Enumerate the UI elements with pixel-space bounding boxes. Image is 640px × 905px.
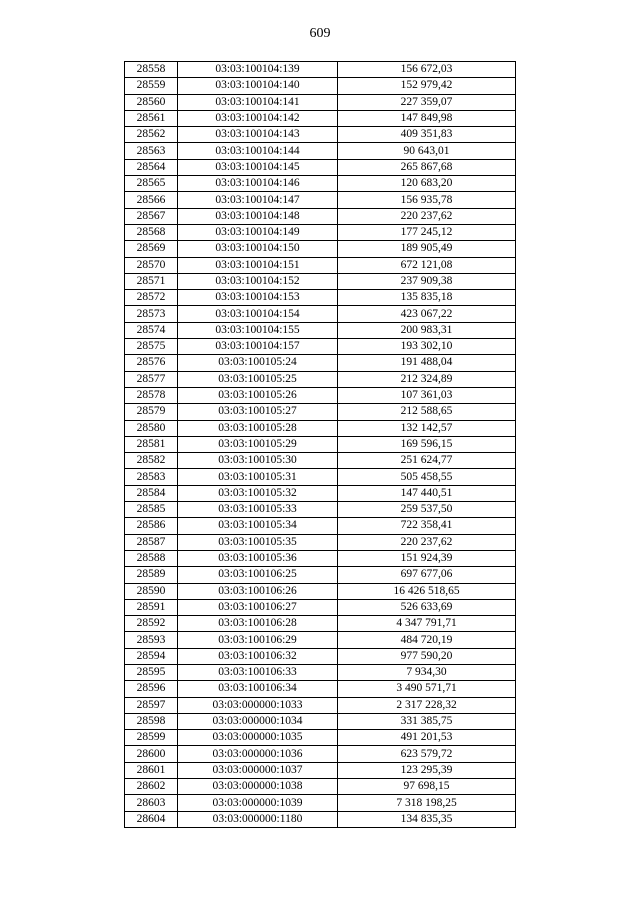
cadastral-value-cell: 722 358,41 [338,518,516,534]
row-number-cell: 28558 [125,62,178,78]
row-number-cell: 28578 [125,387,178,403]
cadastral-value-cell: 147 440,51 [338,485,516,501]
table-row [125,779,516,795]
row-number-cell: 28596 [125,681,178,697]
cadastral-number-cell: 03:03:100104:151 [178,257,338,273]
row-number-cell: 28568 [125,224,178,240]
cadastral-number-cell: 03:03:100105:30 [178,453,338,469]
cadastral-number-cell: 03:03:100104:139 [178,62,338,78]
cadastral-number-cell: 03:03:100105:24 [178,355,338,371]
table-row [125,583,516,599]
cadastral-value-cell: 16 426 518,65 [338,583,516,599]
cadastral-number-cell: 03:03:000000:1038 [178,779,338,795]
table-row [125,306,516,322]
row-number-cell: 28564 [125,159,178,175]
cadastral-value-cell: 135 835,18 [338,290,516,306]
row-number-cell: 28559 [125,78,178,94]
cadastral-value-cell: 977 590,20 [338,648,516,664]
table-row [125,795,516,811]
cadastral-value-cell: 191 488,04 [338,355,516,371]
cadastral-value-cell: 177 245,12 [338,224,516,240]
cadastral-value-cell: 2 317 228,32 [338,697,516,713]
row-number-cell: 28561 [125,110,178,126]
row-number-cell: 28595 [125,664,178,680]
cadastral-number-cell: 03:03:100106:29 [178,632,338,648]
table-row [125,648,516,664]
table-row [125,355,516,371]
row-number-cell: 28565 [125,176,178,192]
row-number-cell: 28577 [125,371,178,387]
row-number-cell: 28574 [125,322,178,338]
table-row [125,110,516,126]
table-row [125,616,516,632]
cadastral-value-cell: 147 849,98 [338,110,516,126]
table-row [125,143,516,159]
table-row [125,713,516,729]
table-row [125,453,516,469]
row-number-cell: 28586 [125,518,178,534]
cadastral-value-cell: 526 633,69 [338,599,516,615]
table-row [125,550,516,566]
cadastral-value-cell: 107 361,03 [338,387,516,403]
cadastral-number-cell: 03:03:100104:147 [178,192,338,208]
row-number-cell: 28594 [125,648,178,664]
table-row [125,159,516,175]
table-row [125,599,516,615]
cadastral-number-cell: 03:03:000000:1039 [178,795,338,811]
row-number-cell: 28601 [125,762,178,778]
row-number-cell: 28589 [125,567,178,583]
table-row [125,192,516,208]
cadastral-number-cell: 03:03:100105:27 [178,404,338,420]
row-number-cell: 28567 [125,208,178,224]
cadastral-number-cell: 03:03:100105:29 [178,436,338,452]
cadastral-value-cell: 227 359,07 [338,94,516,110]
row-number-cell: 28562 [125,127,178,143]
table-row [125,485,516,501]
cadastral-value-cell: 251 624,77 [338,453,516,469]
row-number-cell: 28572 [125,290,178,306]
table-row [125,290,516,306]
table-body [125,62,516,828]
cadastral-number-cell: 03:03:100105:28 [178,420,338,436]
table-row [125,78,516,94]
row-number-cell: 28566 [125,192,178,208]
table-row [125,518,516,534]
table-row [125,632,516,648]
cadastral-number-cell: 03:03:100104:145 [178,159,338,175]
cadastral-value-cell: 193 302,10 [338,339,516,355]
cadastral-value-cell: 212 588,65 [338,404,516,420]
row-number-cell: 28588 [125,550,178,566]
cadastral-number-cell: 03:03:100104:144 [178,143,338,159]
cadastral-number-cell: 03:03:100104:153 [178,290,338,306]
cadastral-value-cell: 220 237,62 [338,208,516,224]
cadastral-value-cell: 697 677,06 [338,567,516,583]
cadastral-value-cell: 237 909,38 [338,273,516,289]
row-number-cell: 28591 [125,599,178,615]
cadastral-number-cell: 03:03:100106:33 [178,664,338,680]
row-number-cell: 28597 [125,697,178,713]
row-number-cell: 28569 [125,241,178,257]
table-row [125,469,516,485]
cadastral-number-cell: 03:03:100104:142 [178,110,338,126]
table-row [125,762,516,778]
row-number-cell: 28583 [125,469,178,485]
cadastral-value-cell: 259 537,50 [338,502,516,518]
cadastral-number-cell: 03:03:100104:155 [178,322,338,338]
cadastral-number-cell: 03:03:100104:157 [178,339,338,355]
table-row [125,176,516,192]
row-number-cell: 28598 [125,713,178,729]
cadastral-value-cell: 491 201,53 [338,730,516,746]
row-number-cell: 28593 [125,632,178,648]
table-row [125,681,516,697]
cadastral-number-cell: 03:03:100106:34 [178,681,338,697]
cadastral-value-cell: 505 458,55 [338,469,516,485]
cadastral-number-cell: 03:03:100104:154 [178,306,338,322]
cadastral-value-cell: 484 720,19 [338,632,516,648]
row-number-cell: 28571 [125,273,178,289]
cadastral-number-cell: 03:03:100105:25 [178,371,338,387]
cadastral-value-table [124,61,516,828]
table-row [125,339,516,355]
table-row [125,273,516,289]
table-row [125,371,516,387]
row-number-cell: 28579 [125,404,178,420]
row-number-cell: 28604 [125,811,178,827]
cadastral-number-cell: 03:03:100104:149 [178,224,338,240]
table-row [125,502,516,518]
cadastral-value-cell: 423 067,22 [338,306,516,322]
cadastral-number-cell: 03:03:000000:1035 [178,730,338,746]
cadastral-number-cell: 03:03:100104:150 [178,241,338,257]
table-row [125,420,516,436]
row-number-cell: 28587 [125,534,178,550]
cadastral-value-cell: 132 142,57 [338,420,516,436]
table-row [125,730,516,746]
cadastral-value-cell: 200 983,31 [338,322,516,338]
table-row [125,94,516,110]
cadastral-number-cell: 03:03:100104:146 [178,176,338,192]
row-number-cell: 28573 [125,306,178,322]
cadastral-value-cell: 7 318 198,25 [338,795,516,811]
cadastral-value-cell: 3 490 571,71 [338,681,516,697]
table-row [125,534,516,550]
table-row [125,387,516,403]
row-number-cell: 28600 [125,746,178,762]
table-row [125,811,516,827]
table-row [125,257,516,273]
cadastral-value-cell: 409 351,83 [338,127,516,143]
cadastral-number-cell: 03:03:100105:26 [178,387,338,403]
row-number-cell: 28599 [125,730,178,746]
cadastral-value-cell: 623 579,72 [338,746,516,762]
table-row [125,697,516,713]
row-number-cell: 28590 [125,583,178,599]
cadastral-value-cell: 265 867,68 [338,159,516,175]
cadastral-value-cell: 151 924,39 [338,550,516,566]
cadastral-value-cell: 90 643,01 [338,143,516,159]
cadastral-number-cell: 03:03:000000:1033 [178,697,338,713]
row-number-cell: 28602 [125,779,178,795]
cadastral-number-cell: 03:03:000000:1036 [178,746,338,762]
row-number-cell: 28570 [125,257,178,273]
cadastral-number-cell: 03:03:100104:152 [178,273,338,289]
page-number: 609 [309,26,331,41]
row-number-cell: 28592 [125,616,178,632]
cadastral-number-cell: 03:03:100105:35 [178,534,338,550]
cadastral-value-cell: 152 979,42 [338,78,516,94]
cadastral-value-cell: 331 385,75 [338,713,516,729]
cadastral-number-cell: 03:03:000000:1180 [178,811,338,827]
table-row [125,62,516,78]
cadastral-value-cell: 97 698,15 [338,779,516,795]
cadastral-value-cell: 169 596,15 [338,436,516,452]
row-number-cell: 28580 [125,420,178,436]
cadastral-value-cell: 189 905,49 [338,241,516,257]
cadastral-number-cell: 03:03:000000:1037 [178,762,338,778]
row-number-cell: 28581 [125,436,178,452]
cadastral-value-cell: 212 324,89 [338,371,516,387]
cadastral-number-cell: 03:03:100106:25 [178,567,338,583]
cadastral-value-cell: 672 121,08 [338,257,516,273]
cadastral-number-cell: 03:03:100104:140 [178,78,338,94]
cadastral-value-cell: 156 672,03 [338,62,516,78]
cadastral-number-cell: 03:03:100106:27 [178,599,338,615]
cadastral-value-cell: 123 295,39 [338,762,516,778]
table-row [125,208,516,224]
cadastral-number-cell: 03:03:100106:28 [178,616,338,632]
row-number-cell: 28585 [125,502,178,518]
cadastral-number-cell: 03:03:100105:34 [178,518,338,534]
cadastral-value-cell: 220 237,62 [338,534,516,550]
cadastral-value-cell: 4 347 791,71 [338,616,516,632]
row-number-cell: 28576 [125,355,178,371]
cadastral-number-cell: 03:03:000000:1034 [178,713,338,729]
cadastral-value-cell: 134 835,35 [338,811,516,827]
row-number-cell: 28560 [125,94,178,110]
cadastral-value-cell: 156 935,78 [338,192,516,208]
cadastral-number-cell: 03:03:100105:33 [178,502,338,518]
cadastral-number-cell: 03:03:100104:141 [178,94,338,110]
table-row [125,241,516,257]
table-row [125,664,516,680]
cadastral-value-cell: 120 683,20 [338,176,516,192]
table-row [125,746,516,762]
table-row [125,404,516,420]
cadastral-number-cell: 03:03:100105:32 [178,485,338,501]
row-number-cell: 28584 [125,485,178,501]
cadastral-number-cell: 03:03:100106:32 [178,648,338,664]
cadastral-value-cell: 7 934,30 [338,664,516,680]
table-row [125,322,516,338]
cadastral-number-cell: 03:03:100105:36 [178,550,338,566]
table-row [125,567,516,583]
cadastral-number-cell: 03:03:100104:143 [178,127,338,143]
row-number-cell: 28563 [125,143,178,159]
row-number-cell: 28575 [125,339,178,355]
table-row [125,127,516,143]
row-number-cell: 28582 [125,453,178,469]
cadastral-number-cell: 03:03:100106:26 [178,583,338,599]
row-number-cell: 28603 [125,795,178,811]
cadastral-number-cell: 03:03:100104:148 [178,208,338,224]
table-row [125,436,516,452]
cadastral-number-cell: 03:03:100105:31 [178,469,338,485]
table-row [125,224,516,240]
